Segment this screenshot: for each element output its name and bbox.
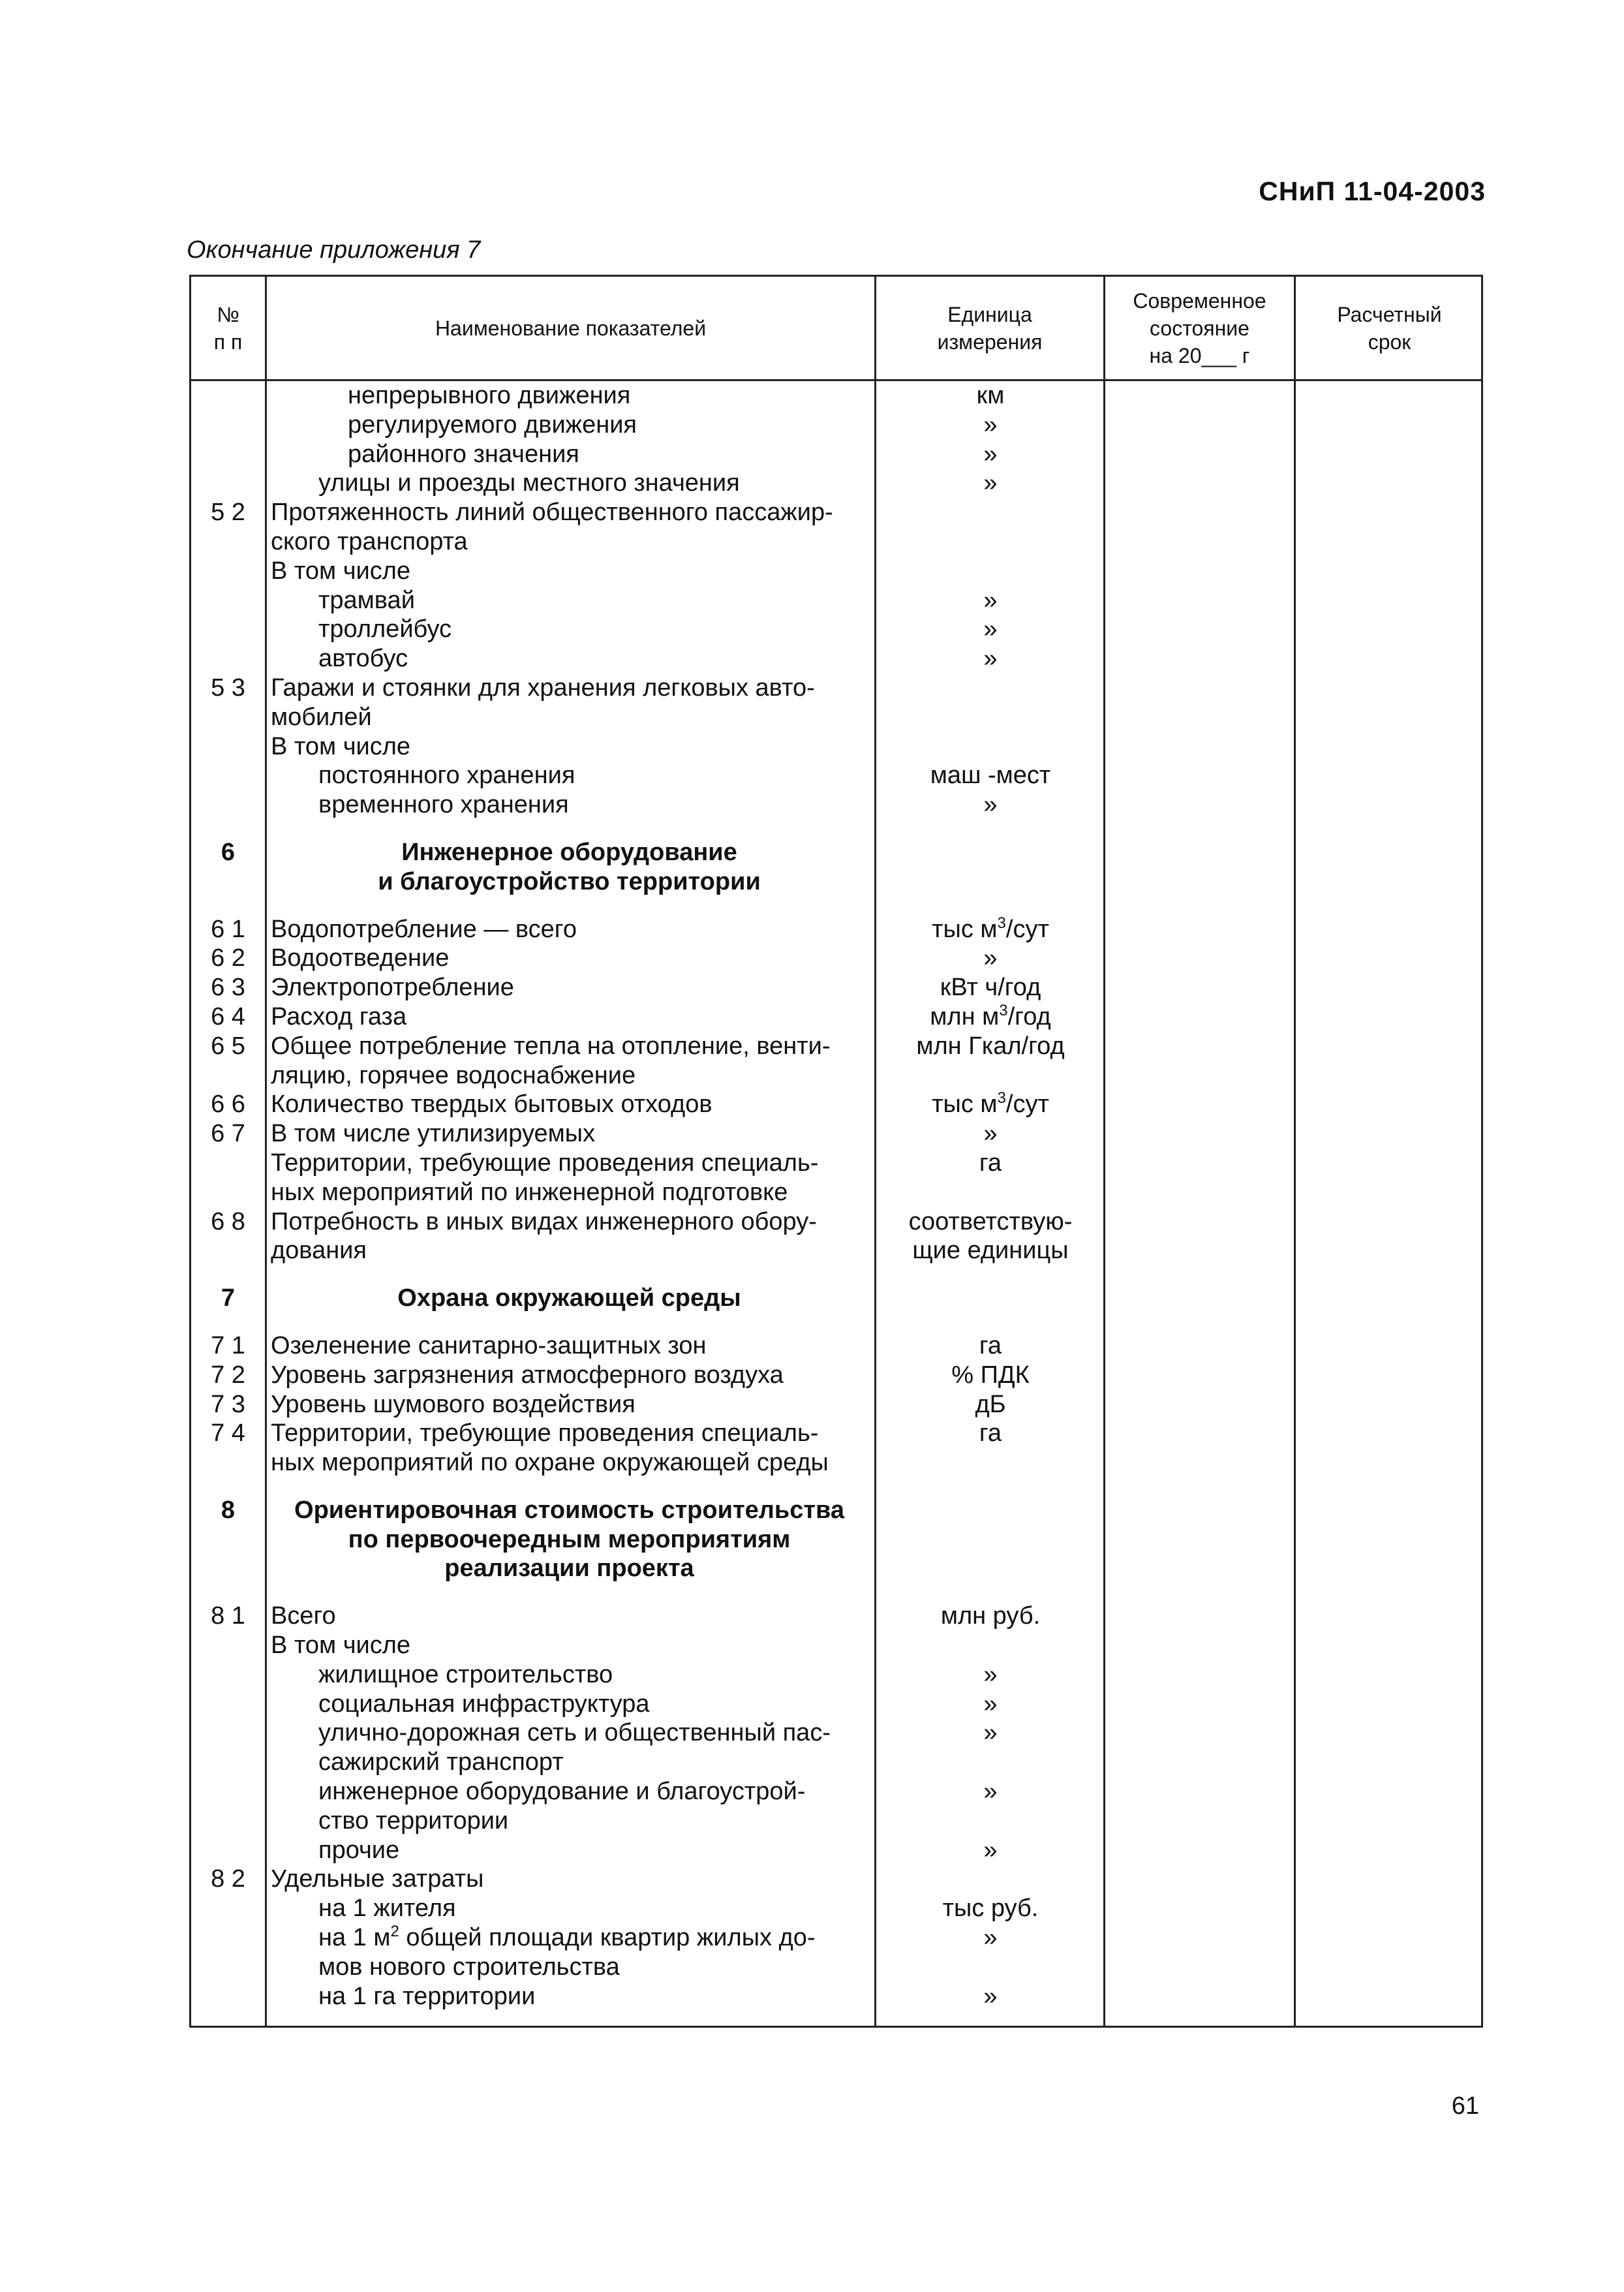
- table-row: [191, 1331, 1481, 1361]
- header-name: Наименование показателей: [435, 316, 707, 340]
- row-number: 6 5: [211, 1032, 245, 1060]
- unit-text: »: [983, 1660, 998, 1688]
- indicator-name: [271, 1390, 878, 1419]
- header-unit: Единица измерения: [937, 302, 1043, 354]
- row-spacer: [191, 897, 1481, 915]
- indicator-text: В том числе: [271, 732, 411, 760]
- indicator-name: [271, 973, 878, 1002]
- table-row: [191, 944, 1481, 973]
- indicator-name: [271, 674, 878, 703]
- indicator-text: по первоочередным мероприятиям: [348, 1525, 791, 1553]
- unit-of-measure: [876, 586, 1105, 615]
- indicator-text: Электропотребление: [271, 974, 514, 1002]
- unit-of-measure: [876, 469, 1105, 498]
- indicator-name: [271, 1032, 878, 1061]
- row-spacer: [191, 1583, 1481, 1602]
- indicator-text: ского транспорта: [271, 527, 468, 555]
- indicator-name: [318, 1660, 925, 1690]
- table-row: [191, 838, 1481, 867]
- unit-text: »: [983, 1778, 998, 1806]
- table-row: [191, 1032, 1481, 1061]
- indicator-name: [271, 498, 878, 527]
- unit-text: га: [979, 1419, 1002, 1448]
- table-row: [191, 1361, 1481, 1390]
- indicator-name: [348, 381, 955, 410]
- indicator-text: троллейбус: [318, 615, 452, 643]
- row-number: 6 4: [211, 1002, 245, 1030]
- indicator-name: [318, 1894, 925, 1923]
- row-number: 7 2: [211, 1361, 245, 1389]
- unit-text: »: [983, 1719, 998, 1747]
- table-row: [191, 410, 1481, 440]
- indicator-name: [318, 469, 925, 498]
- table-row: [191, 498, 1481, 527]
- unit-of-measure: [876, 440, 1105, 469]
- header-current-state: Современное состояние на 20___ г: [1133, 288, 1266, 367]
- table-row: [191, 1865, 1481, 1894]
- row-number: 6 8: [211, 1207, 245, 1235]
- unit-of-measure: [876, 381, 1105, 410]
- table-row: [191, 1236, 1481, 1265]
- unit-of-measure: [876, 1236, 1105, 1265]
- indicator-text: на 1 жителя: [318, 1895, 456, 1923]
- unit-of-measure: [876, 1149, 1105, 1178]
- table-row: [191, 1448, 1481, 1478]
- unit-text: »: [983, 645, 998, 673]
- indicator-name: [318, 1690, 925, 1719]
- indicator-name: [348, 410, 955, 440]
- unit-of-measure: [876, 761, 1105, 790]
- indicator-name: [271, 527, 878, 557]
- table-row: [191, 761, 1481, 790]
- indicator-name: [271, 1331, 878, 1361]
- indicator-text: ство территории: [318, 1806, 509, 1835]
- table-row: [191, 1554, 1481, 1583]
- indicator-name: [271, 1602, 878, 1631]
- indicator-name: [318, 1923, 925, 1953]
- row-number: 7 4: [211, 1419, 245, 1448]
- unit-of-measure: [876, 1361, 1105, 1390]
- indicator-text: реализации проекта: [444, 1555, 694, 1583]
- unit-of-measure: [876, 1660, 1105, 1690]
- table-row: [191, 1953, 1481, 1982]
- table-row: [191, 1982, 1481, 2011]
- row-spacer: [191, 1478, 1481, 1496]
- table-row: [191, 586, 1481, 615]
- indicator-text: трамвай: [318, 586, 415, 614]
- indicator-name: [271, 1361, 878, 1390]
- indicator-name: [271, 1865, 878, 1894]
- indicator-text: Уровень шумового воздействия: [271, 1390, 636, 1418]
- unit-of-measure: [876, 790, 1105, 820]
- unit-text: соответствую-: [908, 1207, 1073, 1235]
- indicator-text: Протяженность линий общественного пассажир-: [271, 499, 833, 527]
- indicators-table: [189, 275, 1483, 2028]
- row-spacer: [191, 1265, 1481, 1284]
- table-row: [191, 915, 1481, 944]
- table-row: [191, 1525, 1481, 1555]
- indicator-text: временного хранения: [318, 791, 569, 819]
- indicator-text: на 1 м: [318, 1924, 391, 1952]
- row-number: 6 1: [211, 915, 245, 943]
- indicator-name: [271, 1178, 878, 1207]
- table-row: [191, 1390, 1481, 1419]
- indicator-name: [264, 1554, 874, 1583]
- table-row: [191, 440, 1481, 469]
- unit-text: кВт ч/год: [940, 974, 1041, 1002]
- superscript: 2: [390, 1923, 399, 1941]
- table-row: [191, 1660, 1481, 1690]
- indicator-name: [348, 440, 955, 469]
- unit-text: тыс м: [932, 915, 998, 943]
- indicator-text: автобус: [318, 645, 408, 673]
- superscript: 3: [999, 1001, 1008, 1019]
- table-row: [191, 1777, 1481, 1806]
- unit-of-measure: [876, 1419, 1105, 1448]
- indicator-name: [318, 1836, 925, 1865]
- row-number: 6: [221, 838, 236, 866]
- indicator-text: В том числе: [271, 557, 411, 585]
- indicator-name: [318, 644, 925, 674]
- unit-of-measure: [876, 1331, 1105, 1361]
- unit-of-measure: [876, 1119, 1105, 1149]
- indicator-text: Охрана окружающей среды: [397, 1284, 741, 1312]
- row-number: 6 3: [211, 974, 245, 1002]
- indicator-text: и благоустройство территории: [378, 867, 761, 895]
- unit-text: »: [983, 1924, 998, 1952]
- table-row: [191, 674, 1481, 703]
- table-row: [191, 1806, 1481, 1836]
- indicator-name: [264, 1284, 874, 1313]
- unit-text: »: [983, 469, 998, 497]
- unit-text: щие единицы: [912, 1237, 1069, 1265]
- unit-text: »: [983, 791, 998, 819]
- unit-of-measure: [876, 1090, 1105, 1119]
- indicator-name: [318, 1777, 925, 1806]
- indicator-text: прочие: [318, 1836, 400, 1864]
- indicator-text: Расход газа: [271, 1002, 407, 1030]
- indicator-text: улично-дорожная сеть и общественный пас-: [318, 1719, 831, 1747]
- unit-of-measure: [876, 615, 1105, 644]
- header-number: № п п: [213, 302, 243, 354]
- indicator-text: В том числе: [271, 1632, 411, 1660]
- table-row: [191, 1149, 1481, 1178]
- indicator-name: [271, 732, 878, 762]
- table-row: [191, 973, 1481, 1002]
- unit-text: маш -мест: [930, 762, 1051, 790]
- row-spacer: [191, 820, 1481, 838]
- indicator-text: Инженерное оборудование: [401, 838, 737, 866]
- indicator-text: жилищное строительство: [318, 1660, 613, 1688]
- row-number: 7 3: [211, 1390, 245, 1418]
- document-code: СНиП 11-04-2003: [1259, 176, 1486, 206]
- indicator-text: В том числе утилизируемых: [271, 1120, 596, 1148]
- unit-text: км: [976, 382, 1005, 409]
- row-number: 5 2: [211, 499, 245, 527]
- unit-of-measure: [876, 1923, 1105, 1953]
- table-row: [191, 1748, 1481, 1777]
- table-row: [191, 1119, 1481, 1149]
- table-row: [191, 703, 1481, 732]
- unit-of-measure: [876, 1690, 1105, 1719]
- indicator-text: Территории, требующие проведения специаль-: [271, 1419, 819, 1448]
- row-number: 6 7: [211, 1120, 245, 1148]
- indicator-name: [271, 944, 878, 973]
- unit-text: »: [983, 615, 998, 643]
- table-row: [191, 1207, 1481, 1237]
- unit-text: »: [983, 410, 998, 439]
- table-row: [191, 1718, 1481, 1748]
- table-row: [191, 1002, 1481, 1032]
- unit-text: »: [983, 586, 998, 614]
- indicator-text: ных мероприятий по охране окружающей среды: [271, 1449, 829, 1477]
- unit-text: »: [983, 440, 998, 468]
- unit-of-measure: [876, 644, 1105, 674]
- unit-of-measure: [876, 1894, 1105, 1923]
- indicator-name: [318, 1748, 925, 1777]
- indicator-name: [264, 867, 874, 897]
- unit-of-measure: [876, 1032, 1105, 1061]
- unit-text: дБ: [975, 1390, 1006, 1418]
- indicator-text: мов нового строительства: [318, 1953, 620, 1981]
- unit-of-measure: [876, 1602, 1105, 1631]
- indicator-text: непрерывного движения: [348, 382, 631, 409]
- indicator-text: Количество твердых бытовых отходов: [271, 1091, 712, 1119]
- indicator-name: [264, 1525, 874, 1555]
- indicator-text: инженерное оборудование и благоустрой-: [318, 1778, 806, 1806]
- indicator-text: ных мероприятий по инженерной подготовке: [271, 1178, 788, 1206]
- table-row: [191, 790, 1481, 820]
- table-row: [191, 732, 1481, 762]
- appendix-subtitle: Окончание приложения 7: [187, 236, 481, 264]
- table-row: [191, 469, 1481, 498]
- unit-text: га: [979, 1149, 1002, 1177]
- row-number: 8: [221, 1496, 236, 1524]
- indicator-name: [271, 1119, 878, 1149]
- indicator-text: Водоотведение: [271, 944, 450, 972]
- indicator-text: Территории, требующие проведения специаль-: [271, 1149, 819, 1177]
- unit-of-measure: [876, 1390, 1105, 1419]
- table-row: [191, 1419, 1481, 1448]
- row-number: 8 1: [211, 1602, 245, 1630]
- indicator-name: [318, 790, 925, 820]
- indicator-name: [271, 557, 878, 586]
- indicator-name: [271, 1631, 878, 1660]
- table-body: [191, 381, 1481, 2011]
- indicator-name: [271, 1061, 878, 1091]
- unit-of-measure: [876, 1002, 1105, 1032]
- table-row: [191, 1602, 1481, 1631]
- indicator-name: [264, 1496, 874, 1525]
- unit-text: % ПДК: [951, 1361, 1030, 1389]
- table-row: [191, 1061, 1481, 1091]
- table-row: [191, 1284, 1481, 1313]
- indicator-name: [271, 1236, 878, 1265]
- indicator-text: ляцию, горячее водоснабжение: [271, 1061, 636, 1089]
- table-row: [191, 1690, 1481, 1719]
- row-number: 5 3: [211, 674, 245, 702]
- table-row: [191, 1923, 1481, 1953]
- unit-text: га: [979, 1331, 1002, 1359]
- table-row: [191, 1631, 1481, 1660]
- indicator-name: [271, 1090, 878, 1119]
- unit-text-tail: /сут: [1005, 1091, 1049, 1119]
- table-row: [191, 1836, 1481, 1865]
- unit-of-measure: [876, 410, 1105, 440]
- indicator-text: Гаражи и стоянки для хранения легковых авто-: [271, 674, 815, 702]
- indicator-name: [271, 1419, 878, 1448]
- indicator-text: сажирский транспорт: [318, 1748, 564, 1776]
- table-row: [191, 1894, 1481, 1923]
- table-row: [191, 1496, 1481, 1525]
- indicator-text: улицы и проезды местного значения: [318, 469, 740, 497]
- unit-of-measure: [876, 1207, 1105, 1237]
- table-row: [191, 527, 1481, 557]
- indicator-name: [271, 1149, 878, 1178]
- indicator-name: [271, 1207, 878, 1237]
- unit-of-measure: [876, 1718, 1105, 1748]
- unit-of-measure: [876, 1777, 1105, 1806]
- unit-of-measure: [876, 915, 1105, 944]
- indicator-text-tail: общей площади квартир жилых до-: [399, 1924, 816, 1952]
- header-target-period: Расчетный срок: [1337, 302, 1442, 354]
- indicator-text: социальная инфраструктура: [318, 1690, 650, 1718]
- unit-text-tail: /сут: [1005, 915, 1049, 943]
- row-number: 6 6: [211, 1091, 245, 1119]
- indicator-text: Водопотребление — всего: [271, 915, 577, 943]
- unit-text: млн Гкал/год: [916, 1032, 1065, 1060]
- indicator-text: Удельные затраты: [271, 1865, 484, 1893]
- indicator-text: Всего: [271, 1602, 336, 1630]
- unit-text: »: [983, 1690, 998, 1718]
- indicator-text: на 1 га территории: [318, 1982, 536, 2010]
- table-row: [191, 381, 1481, 410]
- unit-text: »: [983, 1836, 998, 1864]
- indicator-text: дования: [271, 1237, 367, 1265]
- row-number: 7: [221, 1284, 236, 1312]
- indicator-name: [318, 1806, 925, 1836]
- indicator-name: [318, 761, 925, 790]
- page-number: 61: [1451, 2092, 1479, 2120]
- unit-text: »: [983, 944, 998, 972]
- unit-of-measure: [876, 1836, 1105, 1865]
- indicator-name: [264, 838, 874, 867]
- superscript: 3: [997, 1089, 1006, 1107]
- table-row: [191, 1090, 1481, 1119]
- unit-text: »: [983, 1982, 998, 2010]
- indicator-name: [271, 703, 878, 732]
- row-number: 6 2: [211, 944, 245, 972]
- table-row: [191, 1178, 1481, 1207]
- indicator-text: регулируемого движения: [348, 410, 637, 439]
- indicator-text: Ориентировочная стоимость строительства: [294, 1496, 844, 1524]
- indicator-name: [271, 915, 878, 944]
- row-spacer: [191, 1313, 1481, 1331]
- indicator-text: мобилей: [271, 703, 372, 731]
- row-number: 7 1: [211, 1331, 245, 1359]
- unit-text: млн м: [930, 1002, 1000, 1030]
- table-row: [191, 615, 1481, 644]
- indicator-text: Уровень загрязнения атмосферного воздуха: [271, 1361, 784, 1389]
- table-row: [191, 644, 1481, 674]
- row-number: 8 2: [211, 1865, 245, 1893]
- indicator-name: [318, 615, 925, 644]
- indicator-text: районного значения: [348, 440, 579, 468]
- indicator-name: [271, 1448, 878, 1478]
- unit-text: тыс м: [932, 1091, 998, 1119]
- indicator-name: [318, 1953, 925, 1982]
- unit-text-tail: /год: [1007, 1002, 1051, 1030]
- indicator-name: [271, 1002, 878, 1032]
- table-row: [191, 867, 1481, 897]
- indicator-text: постоянного хранения: [318, 762, 575, 790]
- indicator-text: Потребность в иных видах инженерного обору-: [271, 1207, 817, 1235]
- unit-text: »: [983, 1120, 998, 1148]
- unit-text: тыс руб.: [942, 1895, 1039, 1923]
- indicator-name: [318, 1982, 925, 2011]
- unit-text: млн руб.: [940, 1602, 1041, 1630]
- unit-of-measure: [876, 944, 1105, 973]
- indicator-name: [318, 1718, 925, 1748]
- superscript: 3: [997, 914, 1006, 932]
- unit-of-measure: [876, 1982, 1105, 2011]
- indicator-text: Общее потребление тепла на отопление, венти-: [271, 1032, 831, 1060]
- indicator-name: [318, 586, 925, 615]
- unit-of-measure: [876, 973, 1105, 1002]
- indicator-text: Озеленение санитарно-защитных зон: [271, 1331, 707, 1359]
- table-row: [191, 557, 1481, 586]
